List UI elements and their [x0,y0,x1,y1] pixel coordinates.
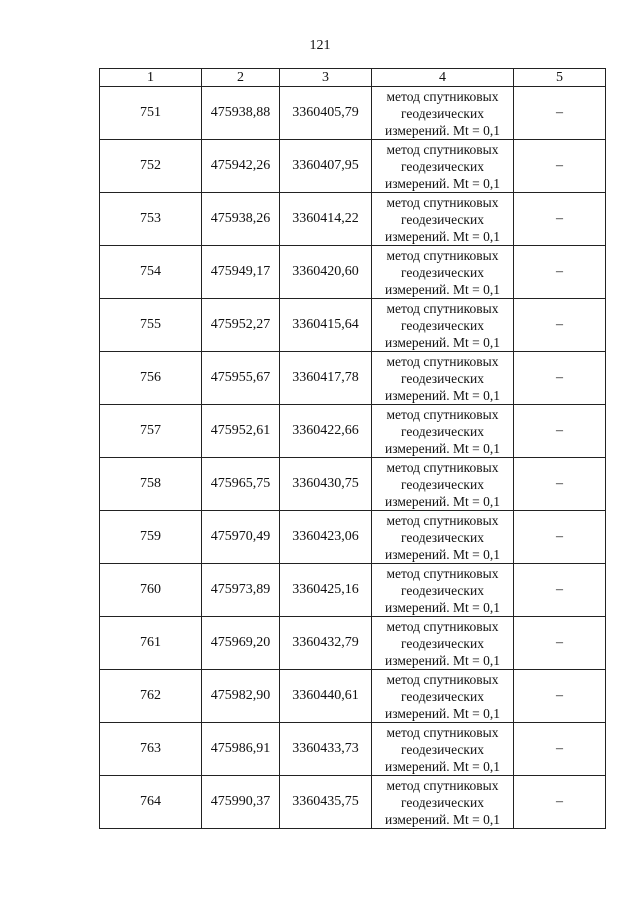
column-5-cell: – [514,511,606,564]
coordinate-y-cell: 3360420,60 [280,246,372,299]
method-line: метод спутниковых [386,565,499,581]
method-cell [372,458,514,511]
coordinate-x-cell: 475949,17 [202,246,280,299]
coordinate-y-cell: 3360417,78 [280,352,372,405]
table-row [100,246,606,299]
point-number-cell: 762 [100,670,202,723]
method-line: измерений. Mt = 0,1 [384,387,501,403]
coordinate-x-cell: 475938,88 [202,87,280,140]
table-row [100,776,606,829]
point-number-cell: 752 [100,140,202,193]
method-line: метод спутниковых [386,353,499,369]
method-cell [372,564,514,617]
method-line: измерений. Mt = 0,1 [384,334,501,350]
point-number-cell: 763 [100,723,202,776]
coordinate-y-cell: 3360414,22 [280,193,372,246]
table-row [100,723,606,776]
column-5-cell: – [514,299,606,352]
method-line: метод спутниковых [386,671,499,687]
coordinate-x-cell: 475982,90 [202,670,280,723]
column-5-cell: – [514,87,606,140]
method-cell [372,246,514,299]
page-number: 121 [309,38,331,53]
coordinate-x-cell: 475938,26 [202,193,280,246]
point-number-cell: 758 [100,458,202,511]
method-line: метод спутниковых [386,618,499,634]
column-5-cell: – [514,723,606,776]
table-row [100,299,606,352]
point-number-cell: 760 [100,564,202,617]
method-line: метод спутниковых [386,512,499,528]
method-line: геодезических [401,741,484,757]
column-5-cell: – [514,617,606,670]
coordinate-y-cell: 3360440,61 [280,670,372,723]
method-line: измерений. Mt = 0,1 [384,652,501,668]
column-header-3: 3 [280,69,372,87]
table-row [100,458,606,511]
point-number-cell: 757 [100,405,202,458]
coordinate-x-cell: 475969,20 [202,617,280,670]
point-number-cell: 753 [100,193,202,246]
coordinate-y-cell: 3360435,75 [280,776,372,829]
method-line: метод спутниковых [386,141,499,157]
method-cell [372,776,514,829]
coordinate-x-cell: 475970,49 [202,511,280,564]
table-row [100,140,606,193]
table-body [100,87,606,829]
table-row [100,352,606,405]
coordinate-x-cell: 475955,67 [202,352,280,405]
method-line: измерений. Mt = 0,1 [384,811,501,827]
method-line: геодезических [401,211,484,227]
table-row [100,405,606,458]
point-number-cell: 751 [100,87,202,140]
table-row [100,670,606,723]
method-line: геодезических [401,423,484,439]
coordinate-y-cell: 3360405,79 [280,87,372,140]
coordinates-table [99,68,606,829]
method-line: метод спутниковых [386,459,499,475]
column-5-cell: – [514,670,606,723]
method-line: геодезических [401,635,484,651]
method-cell [372,140,514,193]
coordinate-y-cell: 3360433,73 [280,723,372,776]
column-5-cell: – [514,564,606,617]
method-line: метод спутниковых [386,406,499,422]
table-row [100,193,606,246]
method-line: геодезических [401,370,484,386]
method-line: геодезических [401,582,484,598]
method-line: измерений. Mt = 0,1 [384,599,501,615]
method-line: измерений. Mt = 0,1 [384,122,501,138]
method-line: геодезических [401,105,484,121]
point-number-cell: 761 [100,617,202,670]
column-5-cell: – [514,193,606,246]
coordinate-y-cell: 3360415,64 [280,299,372,352]
table-header-row [100,69,606,87]
method-line: измерений. Mt = 0,1 [384,546,501,562]
method-line: метод спутниковых [386,777,499,793]
method-cell [372,193,514,246]
coordinate-x-cell: 475973,89 [202,564,280,617]
column-header-4: 4 [372,69,514,87]
coordinate-x-cell: 475952,61 [202,405,280,458]
column-5-cell: – [514,140,606,193]
coordinate-x-cell: 475990,37 [202,776,280,829]
column-5-cell: – [514,458,606,511]
coordinate-x-cell: 475965,75 [202,458,280,511]
method-line: геодезических [401,158,484,174]
coordinate-y-cell: 3360423,06 [280,511,372,564]
method-line: метод спутниковых [386,88,499,104]
coordinate-y-cell: 3360422,66 [280,405,372,458]
method-line: метод спутниковых [386,300,499,316]
table-row [100,87,606,140]
method-line: измерений. Mt = 0,1 [384,758,501,774]
method-line: измерений. Mt = 0,1 [384,440,501,456]
method-line: геодезических [401,264,484,280]
coordinate-x-cell: 475942,26 [202,140,280,193]
method-cell [372,299,514,352]
coordinate-y-cell: 3360432,79 [280,617,372,670]
method-cell [372,670,514,723]
method-line: измерений. Mt = 0,1 [384,493,501,509]
point-number-cell: 755 [100,299,202,352]
column-5-cell: – [514,776,606,829]
point-number-cell: 764 [100,776,202,829]
method-cell [372,511,514,564]
method-line: геодезических [401,476,484,492]
coordinate-y-cell: 3360430,75 [280,458,372,511]
coordinate-x-cell: 475986,91 [202,723,280,776]
coordinate-y-cell: 3360425,16 [280,564,372,617]
table-row [100,511,606,564]
column-header-5: 5 [514,69,606,87]
method-cell [372,352,514,405]
method-line: геодезических [401,317,484,333]
method-line: метод спутниковых [386,724,499,740]
table-row [100,564,606,617]
method-cell [372,405,514,458]
method-line: измерений. Mt = 0,1 [384,705,501,721]
table-row [100,617,606,670]
method-line: метод спутниковых [386,247,499,263]
coordinate-y-cell: 3360407,95 [280,140,372,193]
column-5-cell: – [514,246,606,299]
column-5-cell: – [514,352,606,405]
point-number-cell: 754 [100,246,202,299]
method-line: измерений. Mt = 0,1 [384,228,501,244]
method-cell [372,617,514,670]
method-line: геодезических [401,529,484,545]
column-header-1: 1 [100,69,202,87]
method-cell [372,723,514,776]
coordinate-x-cell: 475952,27 [202,299,280,352]
column-header-2: 2 [202,69,280,87]
point-number-cell: 756 [100,352,202,405]
method-line: геодезических [401,794,484,810]
method-line: измерений. Mt = 0,1 [384,281,501,297]
method-line: метод спутниковых [386,194,499,210]
method-line: измерений. Mt = 0,1 [384,175,501,191]
method-line: геодезических [401,688,484,704]
column-5-cell: – [514,405,606,458]
point-number-cell: 759 [100,511,202,564]
method-cell [372,87,514,140]
